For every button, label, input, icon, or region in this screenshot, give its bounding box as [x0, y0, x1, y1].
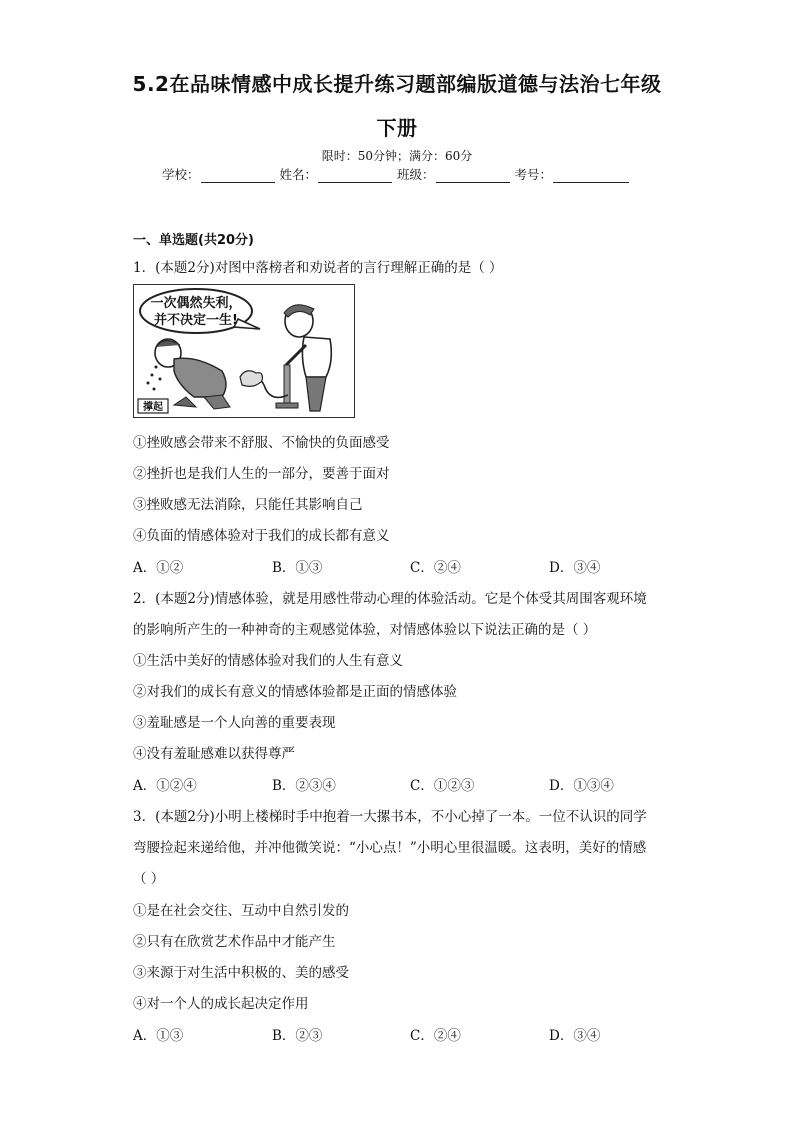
choice-b[interactable]: B．②③: [272, 1028, 323, 1044]
choice-b[interactable]: B．①③: [272, 560, 323, 576]
cartoon-caption: 撑起: [143, 402, 163, 413]
choice-d[interactable]: D．①③④: [549, 778, 614, 794]
choice-c[interactable]: C．②④: [410, 560, 461, 576]
choice-a[interactable]: A．①③: [133, 1028, 184, 1044]
school-blank: [201, 169, 275, 183]
question-option-item: ③挫败感无法消除，只能任其影响自己: [133, 497, 363, 513]
section-heading: 一、单选题(共20分): [133, 233, 254, 248]
question-option-item: ④对一个人的成长起决定作用: [133, 996, 309, 1012]
choice-a[interactable]: A．①②: [133, 560, 184, 576]
question-stem: （ ）: [133, 871, 165, 887]
school-label: 学校：: [162, 167, 200, 182]
name-blank: [318, 169, 392, 183]
question-option-item: ④没有羞耻感难以获得尊严: [133, 746, 295, 762]
question-stem: 弯腰捡起来递给他，并冲他微笑说：“小心点！”小明心里很温暖。这表明，美好的情感: [133, 840, 647, 856]
time-score-info: 限时：50分钟；满分：60分: [321, 149, 473, 163]
question-option-item: ①是在社会交往、互动中自然引发的: [133, 903, 349, 919]
question-option-item: ③羞耻感是一个人向善的重要表现: [133, 715, 336, 731]
choice-c[interactable]: C．①②③: [410, 778, 475, 794]
question-option-item: ②只有在欣赏艺术作品中才能产生: [133, 934, 336, 950]
choice-a[interactable]: A．①②④: [133, 778, 197, 794]
bubble-line1: 一次偶然失利，: [150, 296, 242, 311]
question-option-item: ①生活中美好的情感体验对我们的人生有意义: [133, 653, 403, 669]
choice-d[interactable]: D．③④: [549, 1028, 601, 1044]
question-stem: 的影响所产生的一种神奇的主观感觉体验，对情感体验以下说法正确的是（ ）: [133, 622, 597, 638]
question-option-item: ②对我们的成长有意义的情感体验都是正面的情感体验: [133, 684, 457, 700]
page-title: 5.2在品味情感中成长提升练习题部编版道德与法治七年级: [132, 72, 662, 96]
choice-b[interactable]: B．②③④: [272, 778, 336, 794]
question-stem: 1．(本题2分)对图中落榜者和劝说者的言行理解正确的是（ ）: [133, 260, 503, 276]
question-stem: 2．(本题2分)情感体验，就是用感性带动心理的体验活动。它是个体受其周围客观环境: [133, 591, 647, 607]
name-label: 姓名：: [279, 167, 318, 182]
choice-d[interactable]: D．③④: [549, 560, 601, 576]
cartoon-illustration: [134, 285, 354, 417]
class-blank: [436, 169, 510, 183]
question-stem: 3．(本题2分)小明上楼梯时手中抱着一大摞书本，不小心掉了一本。一位不认识的同学: [133, 809, 647, 825]
pumping-figure: [240, 305, 331, 411]
question-option-item: ②挫折也是我们人生的一部分，要善于面对: [133, 466, 390, 482]
cartoon-image: [133, 284, 355, 418]
bubble-line2: 并不决定一生!: [154, 313, 238, 328]
choice-c[interactable]: C．②④: [410, 1028, 461, 1044]
question-option-item: ①挫败感会带来不舒服、不愉快的负面感受: [133, 435, 390, 451]
number-blank: [553, 169, 629, 183]
student-info-row: [162, 165, 630, 183]
page-title-line2: 下册: [376, 116, 418, 140]
question-option-item: ④负面的情感体验对于我们的成长都有意义: [133, 528, 390, 544]
question-option-item: ③来源于对生活中积极的、美的感受: [133, 965, 349, 981]
class-label: 班级：: [397, 167, 435, 182]
number-label: 考号：: [514, 167, 553, 182]
